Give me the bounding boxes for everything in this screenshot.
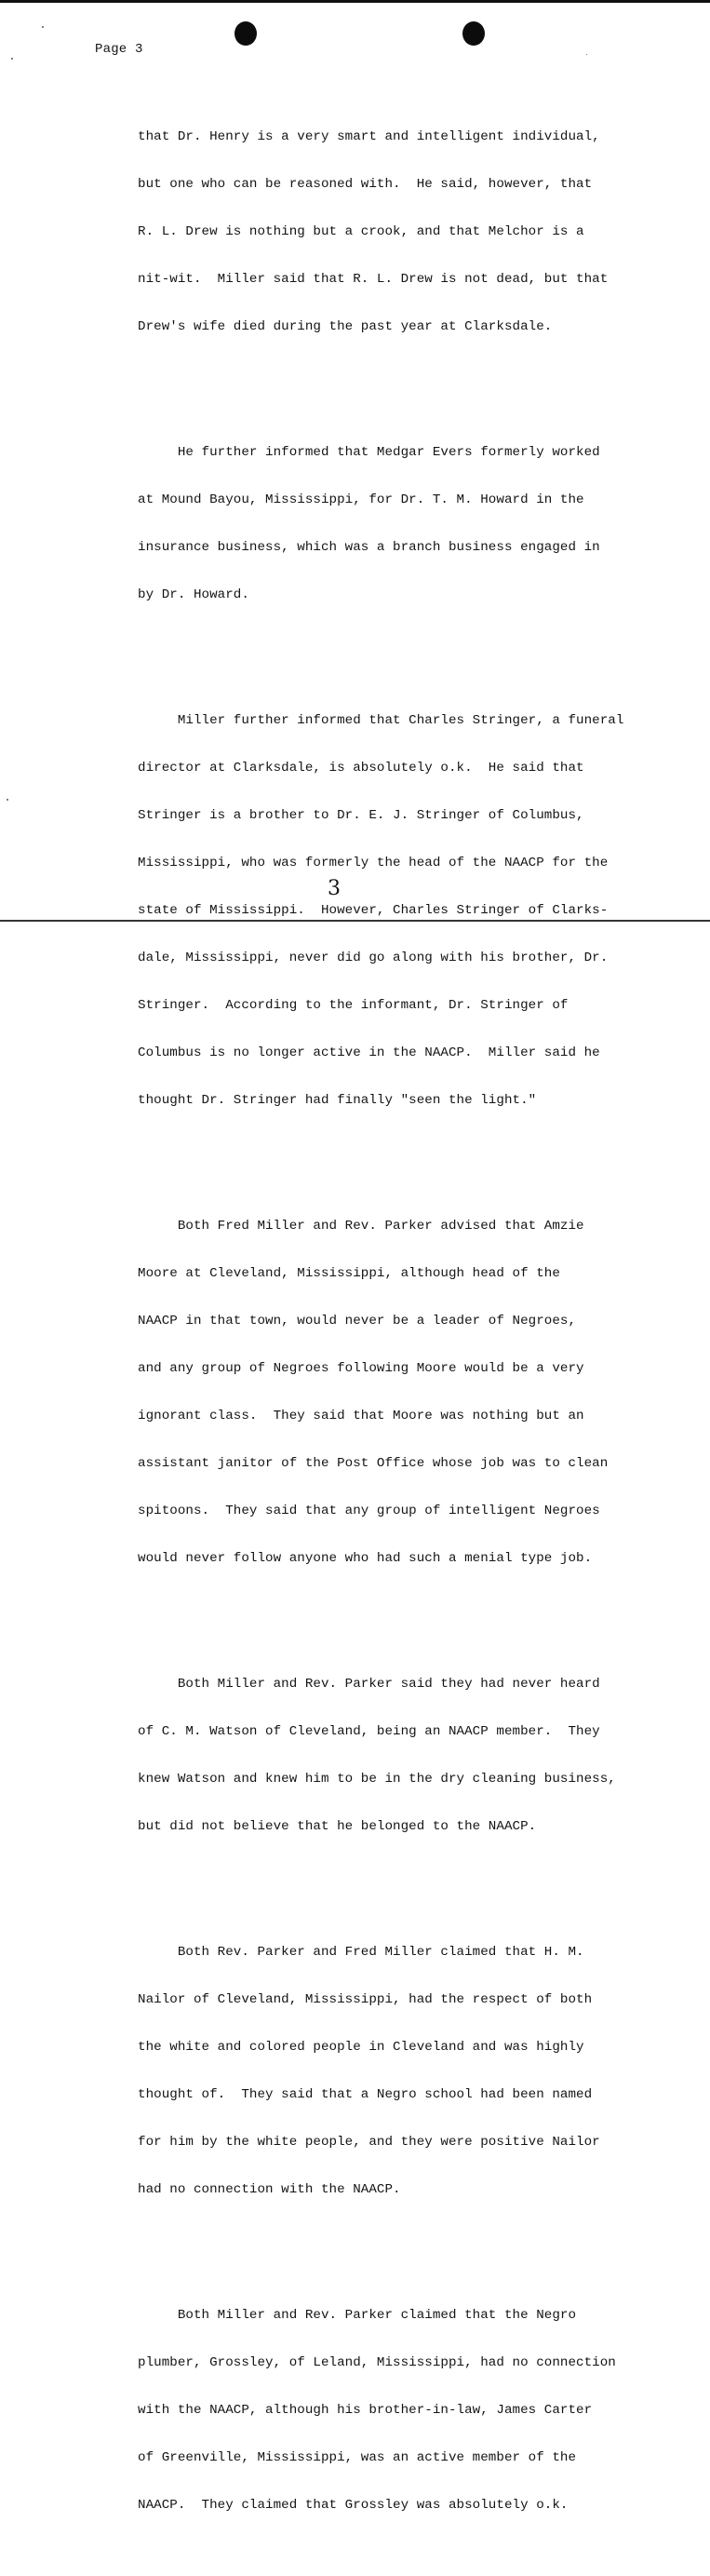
text-line: Miller further informed that Charles Stringer, a funeral — [138, 713, 624, 728]
paragraph — [138, 681, 659, 1140]
text-line: but one who can be reasoned with. He said, however, that — [138, 177, 593, 192]
text-line: NAACP. They claimed that Grossley was absolutely o.k. — [138, 2498, 569, 2513]
text-line: Stringer is a brother to Dr. E. J. Stringer of Columbus, — [138, 808, 584, 823]
text-line: Both Miller and Rev. Parker claimed that the Negro — [138, 2308, 577, 2323]
text-line: Stringer. According to the informant, Dr. Stringer of — [138, 998, 569, 1013]
text-line: would never follow anyone who had such a menial type job. — [138, 1551, 593, 1566]
paragraph — [138, 1645, 659, 1867]
text-line: Nailor of Cleveland, Mississippi, had the respect of both — [138, 1992, 593, 2007]
scan-speck — [11, 58, 13, 60]
punch-hole-right — [462, 21, 485, 46]
text-line: He further informed that Medgar Evers formerly worked — [138, 445, 600, 460]
text-line: for him by the white people, and they were positive Nailor — [138, 2135, 600, 2150]
text-line: Both Fred Miller and Rev. Parker advised that Amzie — [138, 1219, 584, 1234]
text-line: thought of. They said that a Negro school had been named — [138, 2087, 593, 2102]
text-line: Moore at Cleveland, Mississippi, although head of the — [138, 1266, 560, 1281]
text-line: knew Watson and knew him to be in the dry cleaning business, — [138, 1772, 616, 1787]
text-line: insurance business, which was a branch business engaged in — [138, 540, 600, 555]
paragraph — [138, 1913, 659, 2230]
text-line: Both Rev. Parker and Fred Miller claimed that H. M. — [138, 1945, 584, 1960]
text-line: but did not believe that he belonged to the NAACP. — [138, 1819, 537, 1834]
paragraph — [138, 2276, 659, 2545]
paragraph — [138, 1187, 659, 1598]
page-top-edge — [0, 0, 710, 3]
paragraph — [138, 413, 659, 635]
text-line: of C. M. Watson of Cleveland, being an NAACP member. They — [138, 1724, 600, 1739]
punch-hole-left — [234, 21, 257, 46]
text-line: director at Clarksdale, is absolutely o.k. He said that — [138, 761, 584, 775]
scan-speck — [7, 799, 8, 801]
text-line: had no connection with the NAACP. — [138, 2182, 401, 2197]
text-line: with the NAACP, although his brother-in-law, James Carter — [138, 2403, 593, 2418]
scan-speck — [42, 26, 44, 28]
document-body — [138, 66, 659, 2576]
text-line: ignorant class. They said that Moore was nothing but an — [138, 1409, 584, 1423]
text-line: thought Dr. Stringer had finally "seen the light." — [138, 1093, 537, 1108]
text-line: that Dr. Henry is a very smart and intelligent individual, — [138, 129, 600, 144]
text-line: Mississippi, who was formerly the head of the NAACP for the — [138, 856, 609, 870]
text-line: the white and colored people in Cleveland and was highly — [138, 2040, 584, 2055]
page-number: 3 — [328, 877, 341, 900]
text-line: by Dr. Howard. — [138, 587, 249, 602]
text-line: nit-wit. Miller said that R. L. Drew is not dead, but that — [138, 272, 609, 287]
text-line: R. L. Drew is nothing but a crook, and that Melchor is a — [138, 224, 584, 239]
text-line: NAACP in that town, would never be a leader of Negroes, — [138, 1314, 577, 1328]
text-line: at Mound Bayou, Mississippi, for Dr. T. M. Howard in the — [138, 492, 584, 507]
page-label: Page 3 — [95, 42, 143, 57]
text-line: of Greenville, Mississippi, was an active member of the — [138, 2450, 577, 2465]
paragraph — [138, 98, 659, 367]
text-line: Drew's wife died during the past year at Clarksdale. — [138, 319, 553, 334]
text-line: Both Miller and Rev. Parker said they had never heard — [138, 1677, 600, 1692]
text-line: and any group of Negroes following Moore would be a very — [138, 1361, 584, 1376]
scan-speck — [586, 54, 587, 55]
text-line: spitoons. They said that any group of intelligent Negroes — [138, 1504, 600, 1518]
text-line: plumber, Grossley, of Leland, Mississippi, had no connection — [138, 2355, 616, 2370]
text-line: Columbus is no longer active in the NAACP. Miller said he — [138, 1045, 600, 1060]
text-line: assistant janitor of the Post Office whose job was to clean — [138, 1456, 609, 1471]
text-line: dale, Mississippi, never did go along with his brother, Dr. — [138, 951, 609, 965]
text-line: state of Mississippi. However, Charles Stringer of Clarks- — [138, 903, 609, 918]
